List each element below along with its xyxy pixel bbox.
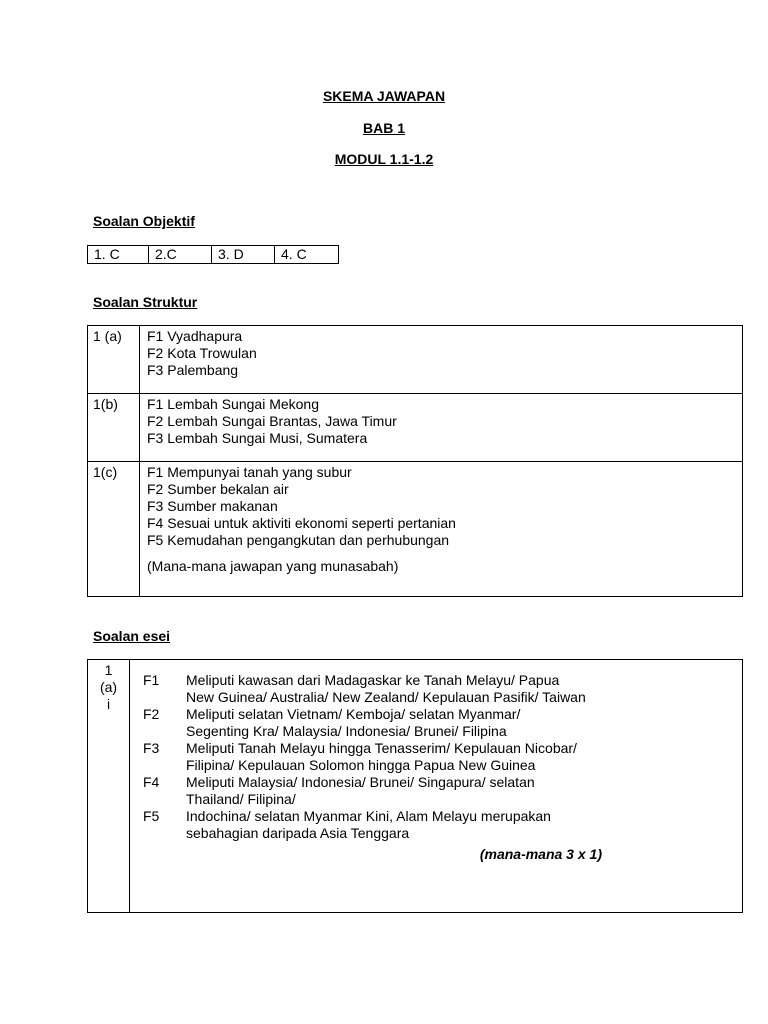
- question-label: [88, 660, 130, 913]
- answer-line: F3 Sumber makanan: [147, 498, 278, 514]
- answer-line: F1 Vyadhapura: [147, 328, 243, 344]
- objective-answer-table: [87, 245, 339, 264]
- point-text: Meliputi selatan Vietnam/ Kemboja/ selatan Myanmar/ Segenting Kra/ Malaysia/ Indonesia/ Brunei/ Filipina: [186, 706, 521, 739]
- answer-note: (Mana-mana jawapan yang munasabah): [147, 558, 399, 574]
- answer-cell: [140, 326, 743, 394]
- list-item: [143, 672, 742, 706]
- module-heading: MODUL 1.1-1.2: [334, 151, 434, 167]
- list-item: [143, 808, 742, 842]
- question-part: (a): [99, 679, 118, 695]
- document-title: SKEMA JAWAPAN: [322, 88, 446, 104]
- answer-cell: [140, 394, 743, 462]
- answer-line: F4 Sesuai untuk aktiviti ekonomi seperti pertanian: [147, 515, 456, 531]
- answer-line: F1 Lembah Sungai Mekong: [147, 396, 319, 412]
- objective-section-title: Soalan Objektif: [93, 213, 195, 229]
- table-row: [88, 660, 743, 913]
- point-number: F2: [143, 706, 160, 722]
- table-row: [88, 394, 743, 462]
- objective-answer-2: 2.C: [149, 246, 212, 264]
- objective-answer-4: 4. C: [275, 246, 339, 264]
- question-label: 1(b): [88, 394, 140, 462]
- point-text: Meliputi Tanah Melayu hingga Tenasserim/ Kepulauan Nicobar/ Filipina/ Kepulauan Solomon hingga Papua New Guinea: [186, 740, 577, 773]
- question-label: 1 (a): [88, 326, 140, 394]
- point-number: F4: [143, 774, 160, 790]
- point-number: F3: [143, 740, 160, 756]
- question-number: 1: [104, 662, 113, 678]
- objective-answer-3: 3. D: [212, 246, 275, 264]
- table-row: [88, 326, 743, 394]
- essay-section-title: Soalan esei: [93, 628, 171, 644]
- answer-line: F2 Kota Trowulan: [147, 345, 257, 361]
- answer-line: F5 Kemudahan pengangkutan dan perhubungan: [147, 532, 450, 548]
- point-text: Indochina/ selatan Myanmar Kini, Alam Melayu merupakan sebahagian daripada Asia Tenggara: [186, 808, 551, 841]
- objective-answer-1: 1. C: [88, 246, 149, 264]
- point-number: F1: [143, 672, 160, 688]
- list-item: [143, 740, 742, 774]
- answer-line: F3 Palembang: [147, 362, 239, 378]
- table-row: [88, 462, 743, 597]
- question-subpart: i: [106, 696, 111, 712]
- point-text: Meliputi Malaysia/ Indonesia/ Brunei/ Singapura/ selatan Thailand/ Filipina/: [186, 774, 535, 807]
- question-label: 1(c): [88, 462, 140, 597]
- answer-cell: [140, 462, 743, 597]
- answer-cell: [130, 660, 743, 913]
- answer-line: F1 Mempunyai tanah yang subur: [147, 464, 352, 480]
- answer-line: F3 Lembah Sungai Musi, Sumatera: [147, 430, 368, 446]
- list-item: [143, 774, 742, 808]
- essay-answer-table: [87, 659, 743, 913]
- point-text: Meliputi kawasan dari Madagaskar ke Tanah Melayu/ Papua New Guinea/ Australia/ New Zealand/ Kepulauan Pasifik/ Taiwan: [186, 672, 586, 705]
- point-number: F5: [143, 808, 160, 824]
- structure-section-title: Soalan Struktur: [93, 294, 198, 310]
- chapter-heading: BAB 1: [362, 120, 405, 136]
- structure-answer-table: [87, 325, 743, 597]
- list-item: [143, 706, 742, 740]
- answer-line: F2 Sumber bekalan air: [147, 481, 289, 497]
- answer-line: F2 Lembah Sungai Brantas, Jawa Timur: [147, 413, 397, 429]
- marks-note: (mana-mana 3 x 1): [479, 846, 602, 862]
